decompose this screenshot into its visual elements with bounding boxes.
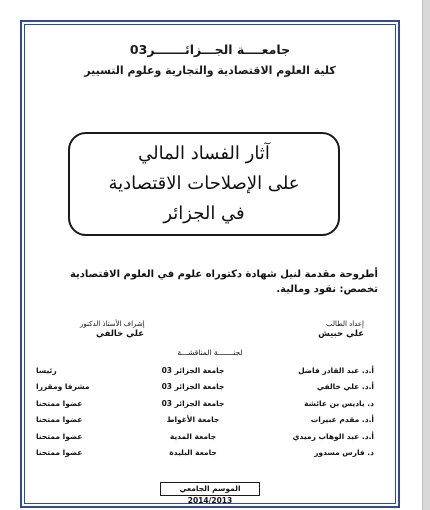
member-institution: جامعة الجزائر 03 xyxy=(161,398,225,408)
member-name: د. فارس مسدور xyxy=(314,448,374,458)
committee-row xyxy=(36,445,374,462)
academic-year-box: الموسم الجامعي 2014/2013 xyxy=(160,482,260,496)
university-name: جامعــــة الجـــزائـــــــر03 xyxy=(129,42,291,57)
thesis-title-line-1: آثار الفساد المالي xyxy=(138,143,270,164)
member-role: عضوا ممتحنا xyxy=(36,448,83,458)
member-role: مشرفا ومقررا xyxy=(36,382,90,392)
committee-row xyxy=(36,362,374,379)
committee-row xyxy=(36,395,374,412)
member-name: أ.د. علي خالفي xyxy=(316,382,374,392)
member-name: أ.د. مقدم عبيرات xyxy=(310,415,374,425)
member-name: أ.د. عبد القادر فاضل xyxy=(298,365,374,375)
student-name: علي حبيش xyxy=(318,329,364,339)
thesis-specialty: تخصص: نقود ومالية. xyxy=(276,284,378,295)
committee-row xyxy=(36,428,374,445)
member-role: عضوا ممتحنا xyxy=(36,398,83,408)
faculty-name: كلية العلوم الاقتصادية والتجارية وعلوم التسيير xyxy=(84,64,336,77)
member-name: د. باديس بن عائشة xyxy=(304,398,374,408)
member-institution: جامعة الجزائر 03 xyxy=(161,382,225,392)
member-role: عضوا ممتحنا xyxy=(36,431,83,441)
supervisor-name: علي خالفي xyxy=(96,329,145,339)
member-role: رئيسا xyxy=(36,365,57,375)
viewer-scrollbar[interactable] xyxy=(422,0,430,510)
member-institution: جامعة الجزائر 03 xyxy=(161,365,225,375)
document-page xyxy=(10,8,414,510)
thesis-title-box xyxy=(68,132,340,236)
committee-row xyxy=(36,379,374,396)
prepared-by-label: إعداد الطالب xyxy=(325,320,364,328)
thesis-description: أطروحة مقدمة لنيل شهادة دكتوراه علوم في العلوم الاقتصادية xyxy=(69,269,378,280)
member-role: عضوا ممتحنا xyxy=(36,415,83,425)
supervisor-label: إشراف الأستاذ الدكتور xyxy=(80,320,145,328)
committee-table xyxy=(36,362,374,461)
member-name: أ.د. عبد الوهاب رميدي xyxy=(292,431,374,441)
member-institution: جامعة المدية xyxy=(169,431,217,441)
thesis-title-line-3: في الجزائر xyxy=(163,203,245,224)
committee-heading: لجنـــــــة المناقشـــة xyxy=(177,348,243,357)
member-institution: جامعة الأغواط xyxy=(166,415,220,425)
thesis-title-line-2: على الإصلاحات الاقتصادية xyxy=(108,173,300,194)
committee-row xyxy=(36,412,374,429)
member-institution: جامعة البليدة xyxy=(169,448,217,458)
